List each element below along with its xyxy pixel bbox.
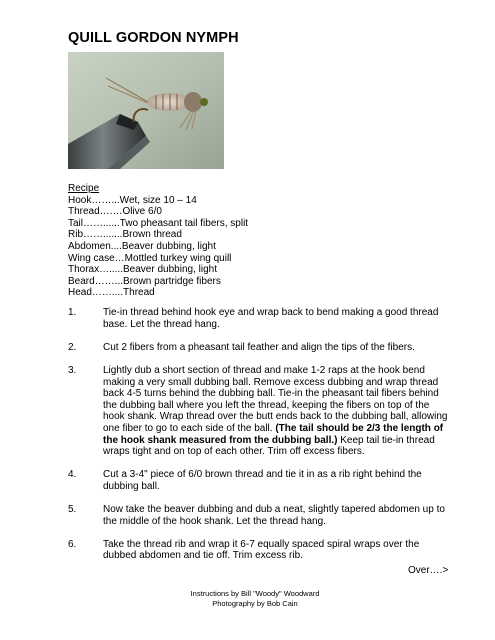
step-text: Tie-in thread behind hook eye and wrap back to bend making a good thread base. Let the thread hang. (103, 307, 439, 330)
fly-on-vise-photo (68, 52, 224, 169)
step-text: Lightly dub a short section of thread and make 1-2 raps at the hook bend making a very small dubbing ball. Remove excess dubbing and wrap thread back 4-5 turns behind the dubbing ball. Tie-in the pheasant tail fibers behind the dubbing ball where you left the thread, keeping the fibers on top of the hook shank. Wrap thread over the butt ends back to the dubbing ball, allowing one fiber to go to each side of the ball. (103, 364, 448, 434)
step-number: 5. (68, 504, 77, 516)
step-text: Cut 2 fibers from a pheasant tail feather and align the tips of the fibers. (103, 341, 415, 353)
recipe-item: Thorax….....Beaver dubbing, light (68, 264, 217, 276)
step-item (68, 342, 448, 354)
step-item (68, 504, 448, 527)
page-title: QUILL GORDON NYMPH (68, 30, 239, 46)
step-text: Now take the beaver dubbing and dub a neat, slightly tapered abdomen up to the middle of the hook shank. Let the thread hang. (103, 504, 445, 527)
recipe-item: Tail……......Two pheasant tail fibers, split (68, 217, 249, 229)
step-number: 3. (68, 364, 77, 376)
footer-photo-credit: Photography by Bob Cain (212, 598, 298, 608)
recipe-item: Beard……...Brown partridge fibers (68, 275, 221, 287)
recipe-heading: Recipe (68, 183, 100, 194)
step-bold-note: (The tail should be 2/3 the length of the hook shank measured from the dubbing ball.) (103, 422, 444, 446)
recipe-list (68, 183, 248, 299)
step-item (68, 365, 448, 458)
recipe-item: Wing case…Mottled turkey wing quill (68, 252, 232, 264)
recipe-item: Abdomen....Beaver dubbing, light (68, 240, 216, 252)
recipe-item: Hook……...Wet, size 10 – 14 (68, 194, 197, 206)
step-item (68, 539, 448, 562)
recipe-item: Head……....Thread (68, 287, 155, 299)
step-number: 6. (68, 538, 77, 550)
step-text-after: Keep tail tie-in thread wraps tight and on top of each other. Trim off excess fibers. (103, 434, 435, 458)
step-number: 1. (68, 307, 77, 318)
step-text: Cut a 3-4" piece of 6/0 brown thread and tie it in as a rib right behind the dubbing ball. (103, 469, 422, 492)
recipe-item: Thread….…Olive 6/0 (68, 206, 162, 218)
footer-instructions-credit: Instructions by Bill "Woody" Woodward (190, 589, 320, 598)
step-item (68, 307, 448, 330)
step-text: Take the thread rib and wrap it 6-7 equally spaced spiral wraps over the dubbed abdomen and tie off. Trim excess rib. (103, 538, 420, 562)
continue-note: Over….> (408, 565, 449, 576)
recipe-item: Rib…….......Brown thread (68, 229, 182, 241)
page-footer (150, 589, 360, 608)
step-number: 2. (68, 341, 77, 353)
instruction-steps (68, 307, 448, 574)
step-number: 4. (68, 469, 77, 481)
step-item (68, 469, 448, 492)
